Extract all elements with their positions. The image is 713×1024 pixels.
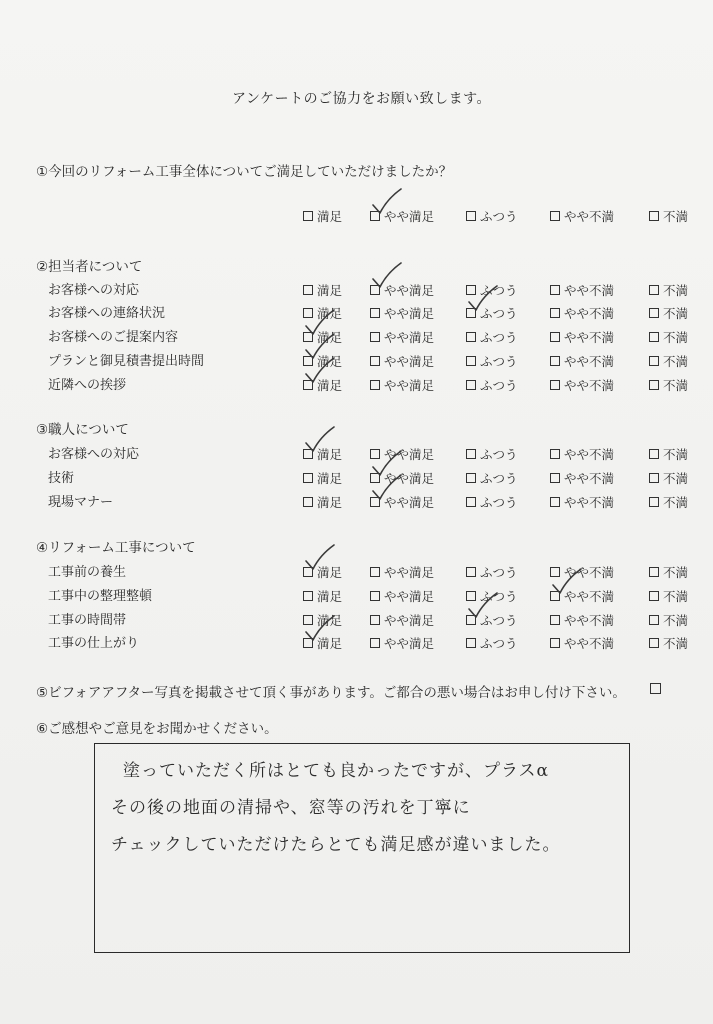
- rating-option[interactable]: [303, 469, 342, 487]
- rating-checkbox[interactable]: [550, 497, 560, 507]
- rating-option[interactable]: [466, 445, 518, 463]
- rating-option-label: 満足: [317, 471, 343, 486]
- rating-option[interactable]: [550, 281, 614, 299]
- comment-line-3: チェックしていただけたらとても満足感が違いました。: [111, 835, 561, 855]
- rating-option-label: 不満: [663, 471, 689, 486]
- rating-checkbox[interactable]: [649, 567, 659, 577]
- rating-option-label: やや満足: [384, 589, 435, 604]
- rating-checkbox[interactable]: [550, 615, 560, 625]
- question-label: お客様への対応: [48, 447, 140, 462]
- rating-option-label: やや満足: [384, 613, 435, 628]
- rating-option-label: 満足: [317, 565, 343, 580]
- rating-checkbox[interactable]: [303, 497, 313, 507]
- comment-line-1: 塗っていただく所はとても良かったですが、プラスα: [123, 761, 549, 781]
- rating-checkbox[interactable]: [550, 591, 560, 601]
- question-label: 工事の仕上がり: [48, 636, 140, 651]
- section-heading: ②担当者について: [36, 259, 143, 275]
- rating-option-label: やや不満: [564, 471, 615, 486]
- rating-option[interactable]: [466, 304, 518, 322]
- rating-checkbox[interactable]: [649, 473, 659, 483]
- rating-checkbox[interactable]: [370, 380, 380, 390]
- question-label: 工事前の養生: [48, 565, 127, 580]
- rating-option-label: やや満足: [384, 330, 435, 345]
- rating-option-label: ふつう: [480, 283, 518, 298]
- rating-option[interactable]: [550, 493, 614, 511]
- section-heading: ①今回のリフォーム工事全体についてご満足していただけましたか？: [36, 164, 453, 180]
- section-heading: ③職人について: [36, 422, 129, 438]
- question-label: 工事の時間帯: [48, 613, 127, 628]
- rating-option-label: やや不満: [564, 354, 615, 369]
- rating-checkbox[interactable]: [649, 332, 659, 342]
- rating-checkbox[interactable]: [370, 285, 380, 295]
- question-label: お客様への対応: [48, 283, 140, 298]
- photo-consent-text: ⑤ビフォアアフター写真を掲載させて頂く事があります。ご都合の悪い場合はお申し付け下さい。: [36, 685, 626, 701]
- rating-option-label: やや不満: [564, 447, 615, 462]
- rating-option-label: 不満: [663, 589, 689, 604]
- rating-checkbox[interactable]: [303, 638, 313, 648]
- rating-option[interactable]: [466, 493, 518, 511]
- question-label: 技術: [48, 471, 75, 486]
- rating-checkbox[interactable]: [303, 285, 313, 295]
- rating-checkbox[interactable]: [466, 211, 476, 221]
- rating-option-label: 満足: [317, 636, 343, 651]
- rating-option-label: 不満: [663, 354, 689, 369]
- rating-checkbox[interactable]: [649, 638, 659, 648]
- rating-checkbox[interactable]: [370, 473, 380, 483]
- rating-checkbox[interactable]: [649, 380, 659, 390]
- rating-option[interactable]: [649, 611, 688, 629]
- rating-option-label: やや満足: [384, 471, 435, 486]
- rating-option-label: やや満足: [384, 378, 435, 393]
- rating-checkbox[interactable]: [466, 308, 476, 318]
- rating-option-label: ふつう: [480, 447, 518, 462]
- rating-checkbox[interactable]: [370, 497, 380, 507]
- rating-option[interactable]: [550, 634, 614, 652]
- rating-checkbox[interactable]: [303, 615, 313, 625]
- rating-checkbox[interactable]: [550, 308, 560, 318]
- rating-option[interactable]: [303, 587, 342, 605]
- comments-box[interactable]: [94, 743, 630, 953]
- rating-checkbox[interactable]: [303, 449, 313, 459]
- rating-option-label: ふつう: [480, 330, 518, 345]
- rating-option[interactable]: [303, 445, 342, 463]
- rating-checkbox[interactable]: [466, 638, 476, 648]
- rating-option[interactable]: [303, 207, 342, 225]
- rating-checkbox[interactable]: [550, 332, 560, 342]
- rating-option[interactable]: [649, 281, 688, 299]
- rating-option[interactable]: [550, 469, 614, 487]
- rating-option[interactable]: [370, 328, 434, 346]
- rating-checkbox[interactable]: [649, 449, 659, 459]
- rating-option-label: やや不満: [564, 306, 615, 321]
- rating-option[interactable]: [370, 281, 434, 299]
- rating-checkbox[interactable]: [370, 591, 380, 601]
- rating-option-label: 満足: [317, 209, 343, 224]
- photo-consent-checkbox[interactable]: [650, 683, 661, 694]
- rating-option[interactable]: [466, 634, 518, 652]
- comments-heading: ⑥ご感想やご意見をお聞かせください。: [36, 721, 278, 737]
- rating-option[interactable]: [303, 352, 342, 370]
- rating-option[interactable]: [370, 207, 434, 225]
- rating-option[interactable]: [550, 587, 614, 605]
- rating-checkbox[interactable]: [303, 591, 313, 601]
- rating-option[interactable]: [550, 328, 614, 346]
- question-label: 現場マナー: [48, 495, 114, 510]
- question-label: 工事中の整理整頓: [48, 589, 153, 604]
- rating-option[interactable]: [550, 207, 614, 225]
- rating-option[interactable]: [649, 445, 688, 463]
- rating-checkbox[interactable]: [466, 473, 476, 483]
- rating-option[interactable]: [370, 493, 434, 511]
- rating-option-label: やや不満: [564, 495, 615, 510]
- rating-checkbox[interactable]: [649, 356, 659, 366]
- rating-checkbox[interactable]: [550, 211, 560, 221]
- rating-option-label: 不満: [663, 495, 689, 510]
- section-heading: ④リフォーム工事について: [36, 540, 196, 556]
- rating-checkbox[interactable]: [370, 615, 380, 625]
- rating-checkbox[interactable]: [466, 356, 476, 366]
- rating-option[interactable]: [370, 445, 434, 463]
- rating-checkbox[interactable]: [550, 356, 560, 366]
- rating-option-label: 不満: [663, 636, 689, 651]
- rating-option[interactable]: [303, 281, 342, 299]
- rating-option-label: やや満足: [384, 209, 435, 224]
- rating-checkbox[interactable]: [303, 567, 313, 577]
- rating-option[interactable]: [370, 376, 434, 394]
- question-label: お客様への連絡状況: [48, 306, 166, 321]
- rating-option[interactable]: [303, 376, 342, 394]
- rating-option-label: 満足: [317, 613, 343, 628]
- rating-option[interactable]: [370, 634, 434, 652]
- rating-option[interactable]: [303, 634, 342, 652]
- rating-option-label: 不満: [663, 283, 689, 298]
- rating-option-label: やや満足: [384, 495, 435, 510]
- rating-checkbox[interactable]: [550, 473, 560, 483]
- rating-option[interactable]: [649, 563, 688, 581]
- rating-checkbox[interactable]: [303, 332, 313, 342]
- rating-option[interactable]: [370, 469, 434, 487]
- rating-checkbox[interactable]: [370, 356, 380, 366]
- rating-option[interactable]: [466, 352, 518, 370]
- comment-line-2: その後の地面の清掃や、窓等の汚れを丁寧に: [111, 798, 471, 818]
- rating-option[interactable]: [649, 493, 688, 511]
- rating-option-label: ふつう: [480, 209, 518, 224]
- rating-checkbox[interactable]: [466, 615, 476, 625]
- rating-option-label: ふつう: [480, 613, 518, 628]
- rating-checkbox[interactable]: [550, 449, 560, 459]
- rating-option-label: やや満足: [384, 306, 435, 321]
- rating-checkbox[interactable]: [370, 567, 380, 577]
- rating-option[interactable]: [466, 281, 518, 299]
- rating-checkbox[interactable]: [550, 638, 560, 648]
- rating-option-label: やや不満: [564, 565, 615, 580]
- rating-option-label: 満足: [317, 495, 343, 510]
- rating-option[interactable]: [466, 611, 518, 629]
- rating-option-label: やや満足: [384, 447, 435, 462]
- rating-option-label: ふつう: [480, 495, 518, 510]
- rating-option-label: 不満: [663, 378, 689, 393]
- rating-option[interactable]: [550, 445, 614, 463]
- rating-option[interactable]: [649, 352, 688, 370]
- rating-option-label: 不満: [663, 565, 689, 580]
- rating-option[interactable]: [303, 304, 342, 322]
- rating-option-label: やや不満: [564, 283, 615, 298]
- rating-checkbox[interactable]: [303, 211, 313, 221]
- rating-option[interactable]: [550, 611, 614, 629]
- rating-option[interactable]: [370, 611, 434, 629]
- rating-option[interactable]: [466, 587, 518, 605]
- rating-checkbox[interactable]: [370, 211, 380, 221]
- rating-checkbox[interactable]: [370, 332, 380, 342]
- rating-checkbox[interactable]: [550, 567, 560, 577]
- rating-checkbox[interactable]: [466, 497, 476, 507]
- rating-option-label: ふつう: [480, 565, 518, 580]
- rating-option-label: ふつう: [480, 354, 518, 369]
- rating-checkbox[interactable]: [370, 449, 380, 459]
- rating-option[interactable]: [550, 563, 614, 581]
- rating-option-label: 不満: [663, 447, 689, 462]
- rating-option-label: やや不満: [564, 330, 615, 345]
- rating-option[interactable]: [649, 587, 688, 605]
- rating-option[interactable]: [466, 328, 518, 346]
- rating-option-label: やや満足: [384, 354, 435, 369]
- rating-option-label: 不満: [663, 306, 689, 321]
- rating-option[interactable]: [303, 563, 342, 581]
- rating-option-label: やや不満: [564, 209, 615, 224]
- rating-checkbox[interactable]: [649, 497, 659, 507]
- rating-option[interactable]: [370, 352, 434, 370]
- rating-checkbox[interactable]: [370, 308, 380, 318]
- rating-option-label: ふつう: [480, 306, 518, 321]
- rating-option-label: 不満: [663, 330, 689, 345]
- rating-option[interactable]: [649, 207, 688, 225]
- rating-checkbox[interactable]: [466, 380, 476, 390]
- rating-option[interactable]: [649, 469, 688, 487]
- question-label: 近隣への挨拶: [48, 378, 127, 393]
- question-label: プランと御見積書提出時間: [48, 354, 205, 369]
- rating-option[interactable]: [550, 352, 614, 370]
- rating-option-label: ふつう: [480, 471, 518, 486]
- rating-option[interactable]: [370, 587, 434, 605]
- rating-checkbox[interactable]: [466, 449, 476, 459]
- rating-option-label: 満足: [317, 378, 343, 393]
- rating-option[interactable]: [466, 563, 518, 581]
- rating-option-label: やや満足: [384, 636, 435, 651]
- rating-option-label: 満足: [317, 447, 343, 462]
- rating-checkbox[interactable]: [370, 638, 380, 648]
- survey-title: アンケートのご協力をお願い致します。: [232, 91, 492, 107]
- rating-checkbox[interactable]: [649, 615, 659, 625]
- rating-checkbox[interactable]: [466, 285, 476, 295]
- rating-option-label: やや不満: [564, 613, 615, 628]
- rating-option-label: ふつう: [480, 378, 518, 393]
- rating-option[interactable]: [649, 328, 688, 346]
- rating-option-label: 満足: [317, 589, 343, 604]
- rating-option-label: やや満足: [384, 565, 435, 580]
- rating-option-label: ふつう: [480, 589, 518, 604]
- rating-option-label: ふつう: [480, 636, 518, 651]
- rating-checkbox[interactable]: [550, 380, 560, 390]
- rating-checkbox[interactable]: [303, 473, 313, 483]
- rating-option[interactable]: [550, 376, 614, 394]
- rating-option[interactable]: [649, 304, 688, 322]
- rating-option-label: 満足: [317, 283, 343, 298]
- rating-checkbox[interactable]: [303, 308, 313, 318]
- rating-option[interactable]: [303, 493, 342, 511]
- rating-option-label: やや不満: [564, 636, 615, 651]
- rating-option[interactable]: [303, 328, 342, 346]
- rating-option[interactable]: [370, 304, 434, 322]
- rating-option-label: 満足: [317, 306, 343, 321]
- rating-option[interactable]: [466, 376, 518, 394]
- rating-option-label: 不満: [663, 613, 689, 628]
- rating-checkbox[interactable]: [303, 356, 313, 366]
- rating-option-label: 不満: [663, 209, 689, 224]
- rating-checkbox[interactable]: [649, 211, 659, 221]
- rating-option-label: やや満足: [384, 283, 435, 298]
- rating-checkbox[interactable]: [550, 285, 560, 295]
- rating-option[interactable]: [649, 634, 688, 652]
- rating-checkbox[interactable]: [466, 332, 476, 342]
- rating-option-label: 満足: [317, 354, 343, 369]
- rating-checkbox[interactable]: [303, 380, 313, 390]
- rating-checkbox[interactable]: [649, 285, 659, 295]
- rating-checkbox[interactable]: [466, 591, 476, 601]
- rating-option[interactable]: [370, 563, 434, 581]
- rating-option[interactable]: [550, 304, 614, 322]
- rating-option-label: 満足: [317, 330, 343, 345]
- rating-option[interactable]: [303, 611, 342, 629]
- rating-option-label: やや不満: [564, 589, 615, 604]
- rating-option-label: やや不満: [564, 378, 615, 393]
- rating-option[interactable]: [466, 207, 518, 225]
- rating-checkbox[interactable]: [466, 567, 476, 577]
- rating-option[interactable]: [466, 469, 518, 487]
- rating-checkbox[interactable]: [649, 308, 659, 318]
- question-label: お客様へのご提案内容: [48, 330, 179, 345]
- rating-checkbox[interactable]: [649, 591, 659, 601]
- rating-option[interactable]: [649, 376, 688, 394]
